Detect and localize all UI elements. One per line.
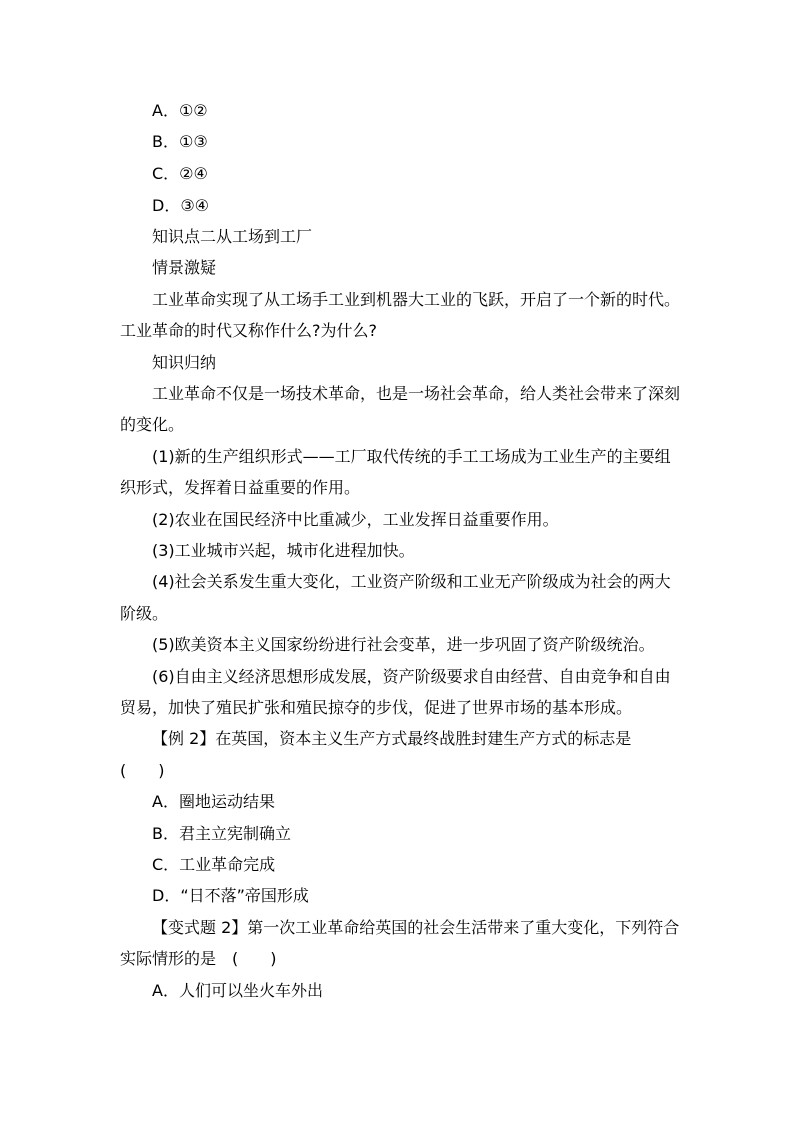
paragraph-line: 工业革命实现了从工场手工业到机器大工业的飞跃，开启了一个新的时代。 <box>152 290 681 309</box>
option-d-line: D．③④ <box>152 196 210 215</box>
subheading-scenario: 情景激疑 <box>152 258 217 277</box>
section-heading: 知识点二从工场到工厂 <box>152 227 313 246</box>
list-item-line: 阶级。 <box>120 604 169 623</box>
list-item-line: (6)自由主义经济思想形成发展，资产阶级要求自由经营、自由竞争和自由 <box>152 667 671 686</box>
option-c-line: C．工业革命完成 <box>152 855 276 874</box>
list-item-line: (5)欧美资本主义国家纷纷进行社会变革，进一步巩固了资产阶级统治。 <box>152 635 655 654</box>
paragraph-line: 工业革命的时代又称作什么?为什么? <box>120 321 377 340</box>
option-b-line: B．君主立宪制确立 <box>152 824 291 843</box>
option-a-line: A．①② <box>152 101 208 120</box>
option-c-line: C．②④ <box>152 164 208 183</box>
option-a-line: A．人们可以坐火车外出 <box>152 981 323 1000</box>
paragraph-line: 的变化。 <box>120 415 185 434</box>
list-item-line: (1)新的生产组织形式——工厂取代传统的手工工场成为工业生产的主要组 <box>152 447 671 466</box>
option-b-line: B．①③ <box>152 132 208 151</box>
example-question-line: ( ) <box>120 761 165 780</box>
option-a-line: A．圈地运动结果 <box>152 792 275 811</box>
list-item-line: (4)社会关系发生重大变化，工业资产阶级和工业无产阶级成为社会的两大 <box>152 572 671 591</box>
option-d-line: D．“日不落”帝国形成 <box>152 886 309 905</box>
list-item-line: (2)农业在国民经济中比重减少，工业发挥日益重要作用。 <box>152 510 559 529</box>
variant-question-line: 【变式题 2】第一次工业革命给英国的社会生活带来了重大变化，下列符合 <box>152 918 680 937</box>
subheading-summary: 知识归纳 <box>152 353 217 372</box>
list-item-line: (3)工业城市兴起，城市化进程加快。 <box>152 541 415 560</box>
variant-question-line: 实际情形的是 ( ) <box>120 949 277 968</box>
example-question-line: 【例 2】在英国，资本主义生产方式最终战胜封建生产方式的标志是 <box>152 729 632 748</box>
list-item-line: 贸易，加快了殖民扩张和殖民掠夺的步伐，促进了世界市场的基本形成。 <box>120 698 633 717</box>
paragraph-line: 工业革命不仅是一场技术革命，也是一场社会革命，给人类社会带来了深刻 <box>152 384 681 403</box>
list-item-line: 织形式，发挥着日益重要的作用。 <box>120 478 361 497</box>
